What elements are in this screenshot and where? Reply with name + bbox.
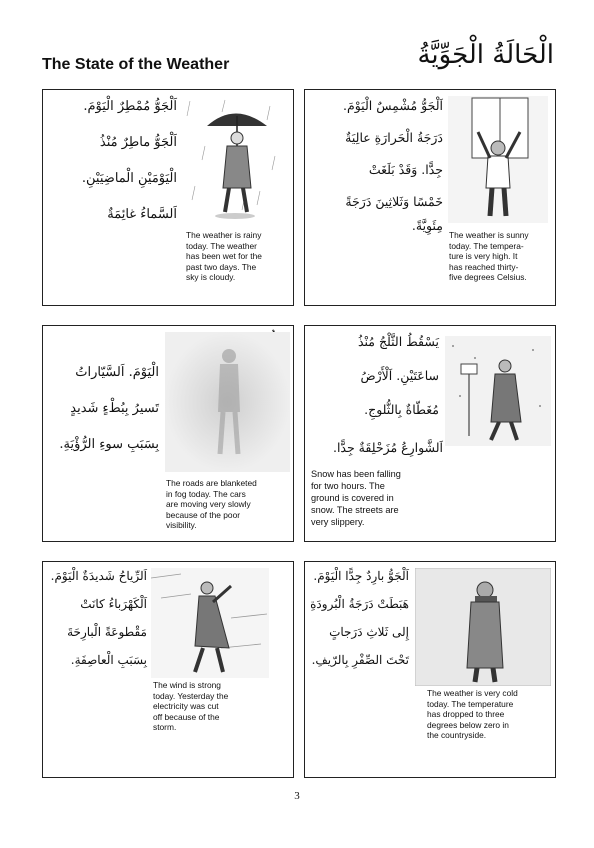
weather-card-rainy [42, 89, 294, 306]
caption-line: today. The weather [186, 240, 257, 251]
arabic-text [47, 566, 147, 670]
caption-line: The weather is rainy [186, 230, 262, 240]
man-opening-window-illustration [448, 96, 548, 223]
weather-card-cold [304, 561, 556, 778]
caption-line: are moving very slowly [166, 499, 251, 509]
page-title-english: The State of the Weather [42, 56, 230, 73]
caption-line: ture is very high. It [449, 251, 518, 261]
arabic-line: بِسَبَبِ الْعاصِفَةِ. [70, 653, 147, 667]
arabic-text [305, 94, 443, 238]
page-number: 3 [294, 790, 300, 802]
arabic-text [309, 566, 409, 670]
arabic-line: هَبَطَتْ دَرَجَةُ الْبُرودَةِ [310, 597, 409, 611]
caption-line: the countryside. [427, 730, 487, 740]
caption-line: has been wet for the [186, 251, 262, 261]
arabic-line: تَحْتَ الصِّفْرِ بِالرّيفِ. [311, 653, 409, 667]
arabic-line: اَلْكَهْرَباءُ كانَتْ [80, 597, 147, 611]
english-caption [153, 680, 283, 733]
arabic-line: مُغَطّاةٌ بِالثُّلوجِ. [364, 402, 439, 417]
weather-card-snow [304, 325, 556, 542]
arabic-line: اَلْجَوُّ مُشْمِسٌ الْيَوْمَ. [343, 98, 443, 113]
caption-line: today. Yesterday the [153, 690, 229, 701]
caption-line: sky is cloudy. [186, 272, 236, 282]
arabic-line: دَرَجَةُ الْحَرارَةِ عالِيَةٌ [345, 130, 443, 145]
caption-line: snow. The streets are [311, 505, 399, 515]
arabic-text-last [309, 436, 443, 460]
caption-line: five degrees Celsius. [449, 272, 527, 282]
caption-line: for two hours. The [311, 481, 385, 491]
arabic-line: تَسيرُ بِبُطْءٍ شَديدٍ [70, 401, 159, 416]
arabic-line: الْيَوْمَيْنِ الْماضِيَيْنِ. [81, 171, 177, 186]
caption-line: storm. [153, 722, 177, 732]
arabic-line: جِدًّا. وَقَدْ بَلَغَتْ [368, 162, 443, 177]
caption-line: ground is covered in [311, 493, 394, 503]
english-caption [311, 468, 551, 528]
arabic-text-lower [49, 360, 159, 458]
caption-line: in fog today. The cars [166, 488, 246, 499]
english-caption [449, 230, 553, 283]
english-caption [166, 478, 292, 531]
arabic-text [49, 94, 177, 228]
caption-line: visibility. [166, 520, 197, 530]
arabic-line: اَلْجَوُّ بارِدٌ جِدًّا الْيَوْمَ. [313, 569, 409, 583]
caption-line: Snow has been falling [311, 469, 401, 479]
arabic-line: إِلى ثَلاثِ دَرَجاتٍ [329, 625, 409, 639]
caption-line: off because of the [153, 711, 220, 722]
caption-line: The roads are blanketed [166, 478, 257, 488]
arabic-line: اَلسَّماءُ غائِمَةٌ [107, 207, 177, 222]
person-in-snow-illustration [445, 336, 551, 446]
man-in-wind-illustration [151, 568, 269, 678]
page-title-arabic: الْحَالَةُ الْجَوِّيَّةُ [417, 40, 554, 70]
caption-line: has reached thirty- [449, 261, 519, 272]
caption-line: The wind is strong [153, 680, 221, 690]
caption-line: The weather is very cold [427, 688, 518, 698]
english-caption [186, 230, 291, 283]
caption-line: electricity was cut [153, 701, 219, 711]
arabic-line: يَسْقُطُ الثَّلْجُ مُنْذُ [357, 334, 439, 349]
figure-in-fog-illustration [165, 332, 290, 472]
caption-line: very slippery. [311, 517, 365, 527]
arabic-line: بِسَبَبِ سوءِ الرُّؤْيَةِ. [59, 437, 159, 452]
bundled-person-cold-illustration [415, 568, 551, 686]
caption-line: today. The tempera- [449, 240, 524, 251]
caption-line: today. The temperature [427, 698, 514, 709]
arabic-line: خَمْسًا وَثَلاثِينَ دَرَجَةً [345, 194, 443, 209]
arabic-line: اَلْجَوُّ مُمْطِرٌ الْيَوْمَ. [83, 99, 177, 114]
weather-card-wind [42, 561, 294, 778]
arabic-line: اَلشَّوارِعُ مُزَحْلِقَةٌ جِدًّا. [332, 440, 443, 455]
man-with-umbrella-illustration [185, 96, 285, 224]
arabic-line: ساعَتَيْنِ. اَلْأَرْضُ [360, 368, 439, 383]
weather-card-fog [42, 325, 294, 542]
weather-card-sunny [304, 89, 556, 306]
english-caption [427, 688, 555, 741]
arabic-line: اَلرِّياحُ شَديدَةٌ الْيَوْمَ. [50, 569, 147, 583]
caption-line: degrees below zero in [427, 719, 509, 730]
caption-line: has dropped to three [427, 709, 505, 719]
arabic-line: مِئَوِيَّةً. [411, 218, 443, 233]
caption-line: because of the poor [166, 509, 241, 520]
arabic-line: اَلْجَوُّ ماطِرٌ مُنْذُ [99, 135, 177, 150]
caption-line: past two days. The [186, 261, 257, 272]
arabic-line: الْيَوْمَ. اَلسَّيّاراتُ [75, 365, 159, 380]
arabic-line: مَقْطوعَةً الْبارِحَةَ [67, 625, 147, 639]
arabic-text [309, 330, 439, 422]
caption-line: The weather is sunny [449, 230, 529, 240]
